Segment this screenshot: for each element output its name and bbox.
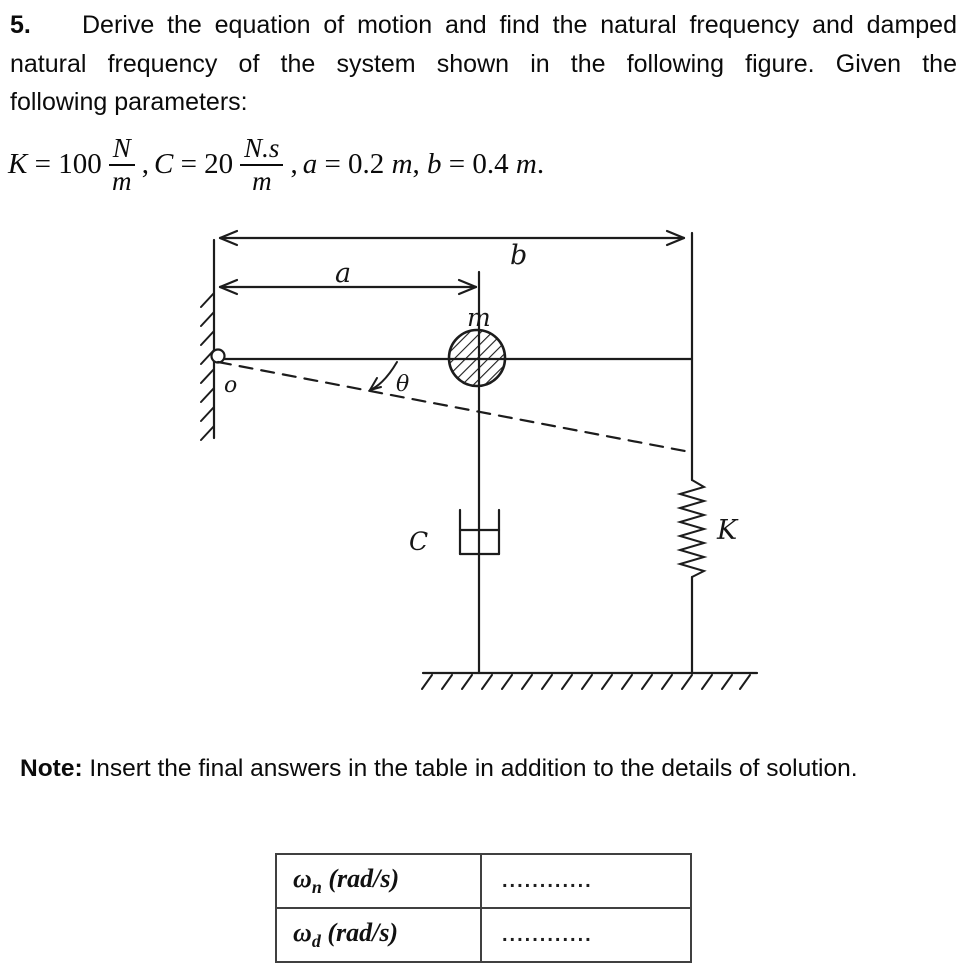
system-figure [180,225,780,695]
problem-text-line2: natural frequency of the system shown in the following figure. Given the [10,49,957,78]
label-damper-c: C [409,527,429,556]
answers-table [275,853,692,963]
problem-text-line3: following parameters: [10,88,248,116]
problem-line-1 [10,6,957,45]
a-value: = 0.2 [317,147,392,180]
symbol-K: K [8,147,28,180]
label-pivot-o: o [224,373,238,398]
unit-m: m [391,147,413,180]
fraction-N-per-m: $\frac{N}{m}$ [109,133,135,196]
k-value: = 100 [27,147,102,180]
table-row [276,908,691,962]
period: . [536,147,545,180]
omega-d-answer-cell: ............ [481,908,691,962]
b-value: = 0.4 [441,147,516,180]
note-text: Insert the final answers in the table in addition to the details of solution. [82,755,858,782]
symbol-b: b [427,147,442,180]
ground-hatching [422,675,750,689]
problem-statement [10,6,957,122]
separator: , [290,147,298,180]
omega-n-answer-cell: ............ [481,854,691,908]
wall-hatching [201,293,214,440]
note-line [20,755,858,783]
omega-d-label-cell: $\omega_d$ (rad/s) [276,908,481,962]
label-mass-m: m [467,303,491,332]
label-spring-k: K [717,515,738,546]
separator: , [141,147,149,180]
label-theta: θ [396,372,410,397]
label-a-dimension: a [335,258,352,289]
parameters-equation [8,118,544,210]
pivot-hinge [212,350,225,363]
symbol-a: a [302,147,318,180]
omega-n-label-cell: $\omega_n$ (rad/s) [276,854,481,908]
fraction-Ns-per-m: $\frac{N.s}{m}$ [240,133,283,196]
problem-number: 5. [10,11,31,39]
problem-text-line1: Derive the equation of motion and find the natural frequency and damped [82,11,957,39]
symbol-C: C [153,147,174,180]
dimension-arrow-b [220,231,684,245]
note-label: Note: [20,755,83,782]
spring-coil [680,480,704,577]
c-value: = 20 [173,147,234,180]
separator: , [412,147,428,180]
table-row [276,854,691,908]
theta-arc-arrow [370,362,397,390]
unit-m: m [515,147,537,180]
label-b-dimension: b [510,240,528,271]
